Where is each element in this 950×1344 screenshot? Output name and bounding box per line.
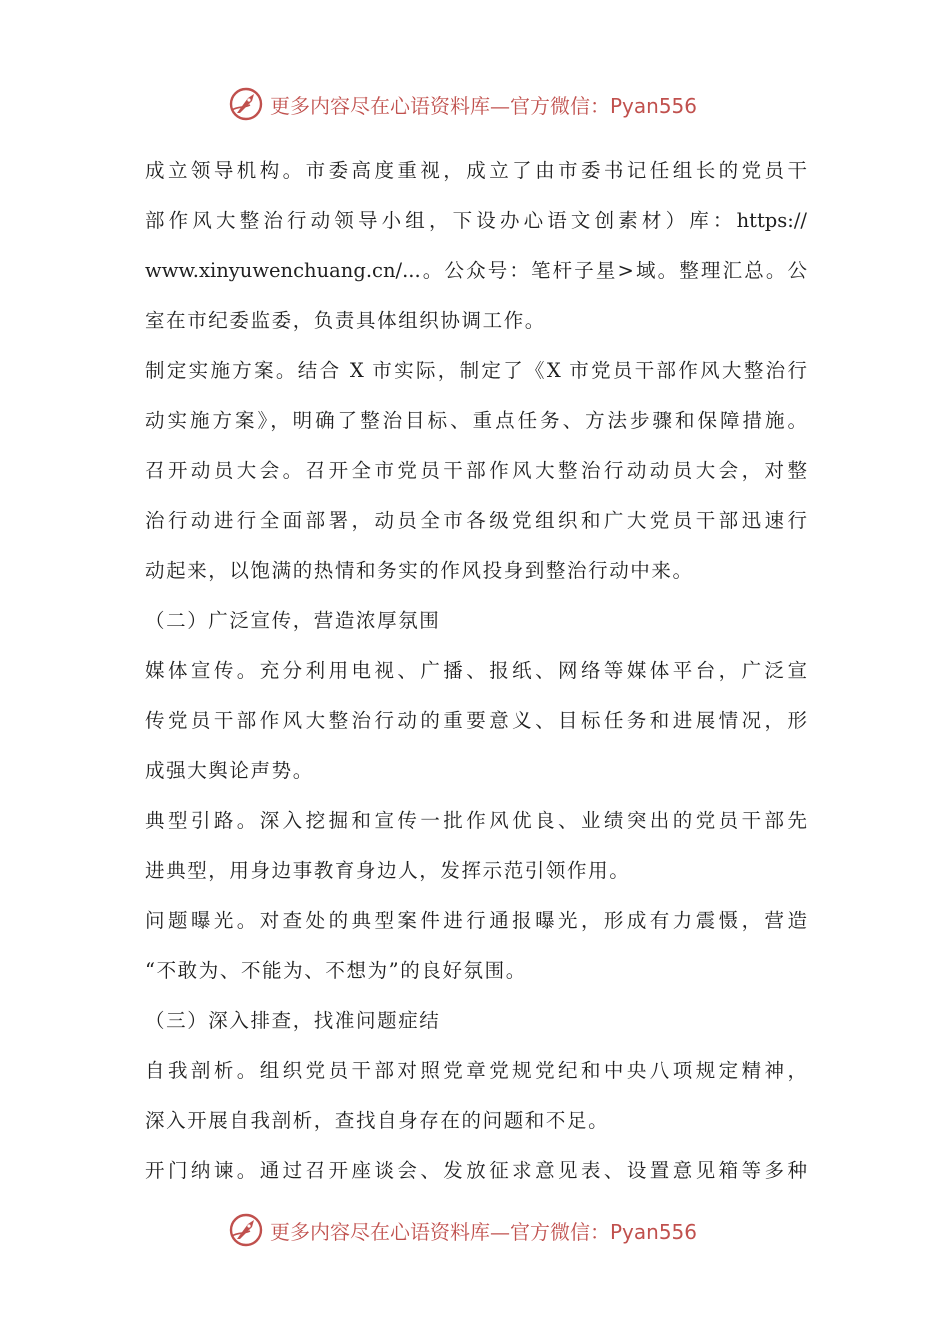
body-line: 制定实施方案。结合 X 市实际，制定了《X 市党员干部作风大整治行 bbox=[145, 359, 807, 382]
banner-text bbox=[270, 90, 697, 119]
banner-brand-text: 更多内容尽在心语资料库—官方微信： bbox=[270, 1219, 610, 1244]
body-line: 深入开展自我剖析，查找自身存在的问题和不足。 bbox=[145, 1109, 610, 1132]
body-line: 典型引路。深入挖掘和宣传一批作风优良、业绩突出的党员干部先 bbox=[145, 809, 807, 832]
banner-wechat-id: Pyan556 bbox=[610, 93, 698, 118]
body-line: 传党员干部作风大整治行动的重要意义、目标任务和进展情况，形 bbox=[145, 709, 807, 732]
body-line: 自我剖析。组织党员干部对照党章党规党纪和中央八项规定精神， bbox=[145, 1059, 807, 1082]
banner-text bbox=[270, 1216, 697, 1245]
pen-nib-logo-icon bbox=[228, 86, 264, 122]
section-heading: （三）深入排查，找准问题症结 bbox=[145, 1009, 441, 1032]
body-line: 召开动员大会。召开全市党员干部作风大整治行动动员大会，对整 bbox=[145, 459, 807, 482]
body-line: 进典型，用身边事教育身边人，发挥示范引领作用。 bbox=[145, 859, 631, 882]
document-body bbox=[145, 146, 807, 1196]
body-line: 室在市纪委监委，负责具体组织协调工作。 bbox=[145, 309, 546, 332]
banner-brand-text: 更多内容尽在心语资料库—官方微信： bbox=[270, 93, 610, 118]
pen-nib-logo-icon bbox=[228, 1212, 264, 1248]
body-line: 部作风大整治行动领导小组，下设办心语文创素材）库：https:// bbox=[145, 209, 807, 232]
body-line: 媒体宣传。充分利用电视、广播、报纸、网络等媒体平台，广泛宣 bbox=[145, 659, 807, 682]
body-line: 治行动进行全面部署，动员全市各级党组织和广大党员干部迅速行 bbox=[145, 509, 807, 532]
body-line: 成立领导机构。市委高度重视，成立了由市委书记任组长的党员干 bbox=[145, 159, 807, 182]
banner-wechat-id: Pyan556 bbox=[610, 1219, 698, 1244]
body-line: “不敢为、不能为、不想为”的良好氛围。 bbox=[145, 959, 527, 982]
header-banner bbox=[228, 82, 748, 126]
footer-banner bbox=[228, 1208, 748, 1252]
body-line: www.xinyuwenchuang.cn/...。公众号：笔杆子星>域。整理汇总。公 bbox=[145, 259, 807, 282]
body-line: 动实施方案》，明确了整治目标、重点任务、方法步骤和保障措施。 bbox=[145, 409, 807, 432]
section-heading: （二）广泛宣传，营造浓厚氛围 bbox=[145, 609, 441, 632]
body-line: 成强大舆论声势。 bbox=[145, 759, 314, 782]
body-line: 动起来，以饱满的热情和务实的作风投身到整治行动中来。 bbox=[145, 559, 694, 582]
body-line: 问题曝光。对查处的典型案件进行通报曝光，形成有力震慑，营造 bbox=[145, 909, 807, 932]
body-line: 开门纳谏。通过召开座谈会、发放征求意见表、设置意见箱等多种 bbox=[145, 1159, 807, 1182]
